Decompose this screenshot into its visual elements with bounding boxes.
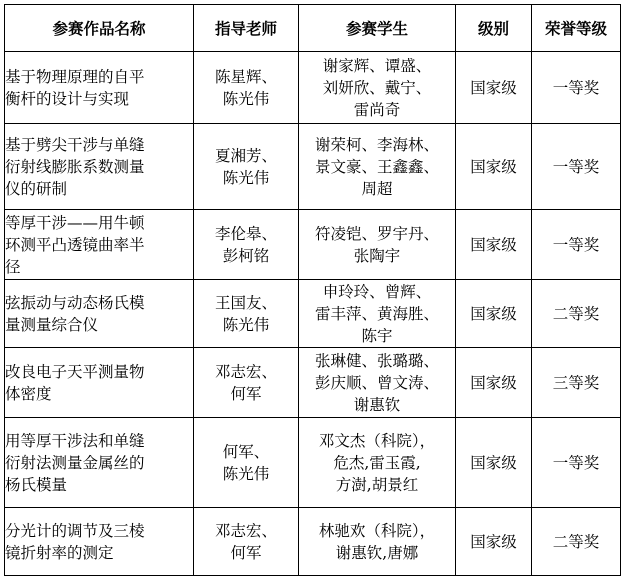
advisor-cell (194, 124, 299, 210)
advisor-cell-line: 邓志宏、 (214, 521, 277, 540)
students-cell-line: 符凌铠、罗宇丹、 (314, 224, 439, 243)
students-cell-line: 陈宇 (361, 326, 393, 345)
table-row (5, 52, 621, 124)
project-name-cell-line: 分光计的调节及三棱 (5, 521, 145, 540)
advisor-cell-line: 陈星辉、 (214, 67, 277, 86)
students-cell (299, 418, 456, 508)
students-cell-line: 方澍,胡景红 (335, 475, 419, 494)
project-name-cell-line: 基于劈尖干涉与单缝 (5, 135, 145, 154)
level-cell: 国家级 (456, 280, 532, 348)
level-cell: 国家级 (456, 210, 532, 280)
project-name-cell (5, 210, 194, 280)
project-name-cell-line: 体密度 (5, 384, 52, 403)
students-cell-line: 雷尚奇 (353, 100, 401, 119)
level-cell: 国家级 (456, 418, 532, 508)
table-row (5, 210, 621, 280)
table-row (5, 418, 621, 508)
project-name-cell-line: 改良电子天平测量物 (5, 362, 145, 381)
students-cell-line: 张琳健、张璐璐、 (314, 351, 439, 370)
award-cell: 一等奖 (532, 52, 621, 124)
students-cell-line: 雷丰萍、黄海胜、 (314, 304, 439, 323)
project-name-cell-line: 镜折射率的测定 (5, 543, 114, 562)
advisor-cell-line: 陈光伟 (222, 464, 270, 483)
project-name-cell-line: 基于物理原理的自平 (5, 67, 145, 86)
project-name-cell (5, 280, 194, 348)
project-name-cell-line: 衍射线膨胀系数测量 (5, 157, 145, 176)
advisor-cell (194, 52, 299, 124)
advisor-cell-line: 陈光伟 (222, 168, 270, 187)
students-cell (299, 124, 456, 210)
level-cell: 国家级 (456, 52, 532, 124)
students-cell-line: 刘妍欣、戴宁、 (322, 78, 432, 97)
project-name-cell-line: 用等厚干涉法和单缝 (5, 431, 145, 450)
header-level: 级别 (456, 5, 532, 52)
advisor-cell-line: 彭柯铭 (222, 246, 270, 265)
advisor-cell (194, 210, 299, 280)
students-cell-line: 张陶宇 (353, 246, 401, 265)
advisor-cell-line: 陈光伟 (222, 89, 270, 108)
project-name-cell-line: 径 (5, 257, 21, 276)
header-project: 参赛作品名称 (5, 5, 194, 52)
students-cell-line: 彭庆顺、曾文涛、 (314, 373, 439, 392)
students-cell (299, 348, 456, 418)
award-cell: 二等奖 (532, 508, 621, 576)
students-cell (299, 210, 456, 280)
project-name-cell-line: 仪的研制 (5, 179, 68, 198)
students-cell-line: 谢荣柯、李海林、 (314, 135, 439, 154)
project-name-cell-line: 等厚干涉——用牛顿 (5, 213, 145, 232)
level-cell: 国家级 (456, 348, 532, 418)
students-cell (299, 280, 456, 348)
header-row (5, 5, 621, 52)
award-cell: 一等奖 (532, 418, 621, 508)
students-cell-line: 谢家辉、谭盛、 (322, 56, 432, 75)
project-name-cell (5, 508, 194, 576)
advisor-cell (194, 348, 299, 418)
advisor-cell (194, 508, 299, 576)
project-name-cell-line: 量测量综合仪 (5, 315, 99, 334)
advisor-cell-line: 夏湘芳、 (214, 146, 277, 165)
table-row (5, 508, 621, 576)
project-name-cell (5, 124, 194, 210)
students-cell (299, 52, 456, 124)
students-cell-line: 谢惠钦 (353, 395, 401, 414)
students-cell-line: 危杰,雷玉霞, (333, 453, 421, 472)
award-cell: 一等奖 (532, 210, 621, 280)
awards-table (4, 4, 621, 576)
project-name-cell-line: 衍射法测量金属丝的 (5, 453, 145, 472)
advisor-cell-line: 何军 (230, 384, 262, 403)
project-name-cell-line: 环测平凸透镜曲率半 (5, 235, 145, 254)
advisor-cell-line: 何军 (230, 543, 262, 562)
advisor-cell-line: 陈光伟 (222, 315, 270, 334)
header-award: 荣誉等级 (532, 5, 621, 52)
level-cell: 国家级 (456, 124, 532, 210)
students-cell (299, 508, 456, 576)
project-name-cell-line: 弦振动与动态杨氏模 (5, 293, 145, 312)
students-cell-line: 林驰欢（科院）， (318, 521, 436, 540)
project-name-cell (5, 418, 194, 508)
header-advisor: 指导老师 (194, 5, 299, 52)
table-row (5, 124, 621, 210)
award-cell: 一等奖 (532, 124, 621, 210)
award-cell: 二等奖 (532, 280, 621, 348)
students-cell-line: 景文豪、王鑫鑫、 (314, 157, 439, 176)
project-name-cell-line: 杨氏模量 (5, 475, 68, 494)
students-cell-line: 谢惠钦,唐娜 (335, 543, 419, 562)
advisor-cell-line: 邓志宏、 (214, 362, 277, 381)
advisor-cell (194, 280, 299, 348)
students-cell-line: 周超 (361, 179, 393, 198)
advisor-cell-line: 何军、 (222, 442, 270, 461)
project-name-cell-line: 衡杆的设计与实现 (5, 89, 130, 108)
table-row (5, 348, 621, 418)
students-cell-line: 申玲玲、曾辉、 (322, 282, 432, 301)
advisor-cell-line: 王国友、 (214, 293, 277, 312)
project-name-cell (5, 348, 194, 418)
award-cell: 三等奖 (532, 348, 621, 418)
table-row (5, 280, 621, 348)
advisor-cell-line: 李伦皋、 (214, 224, 277, 243)
header-students: 参赛学生 (299, 5, 456, 52)
project-name-cell (5, 52, 194, 124)
advisor-cell (194, 418, 299, 508)
level-cell: 国家级 (456, 508, 532, 576)
students-cell-line: 邓文杰（科院）， (318, 431, 436, 450)
